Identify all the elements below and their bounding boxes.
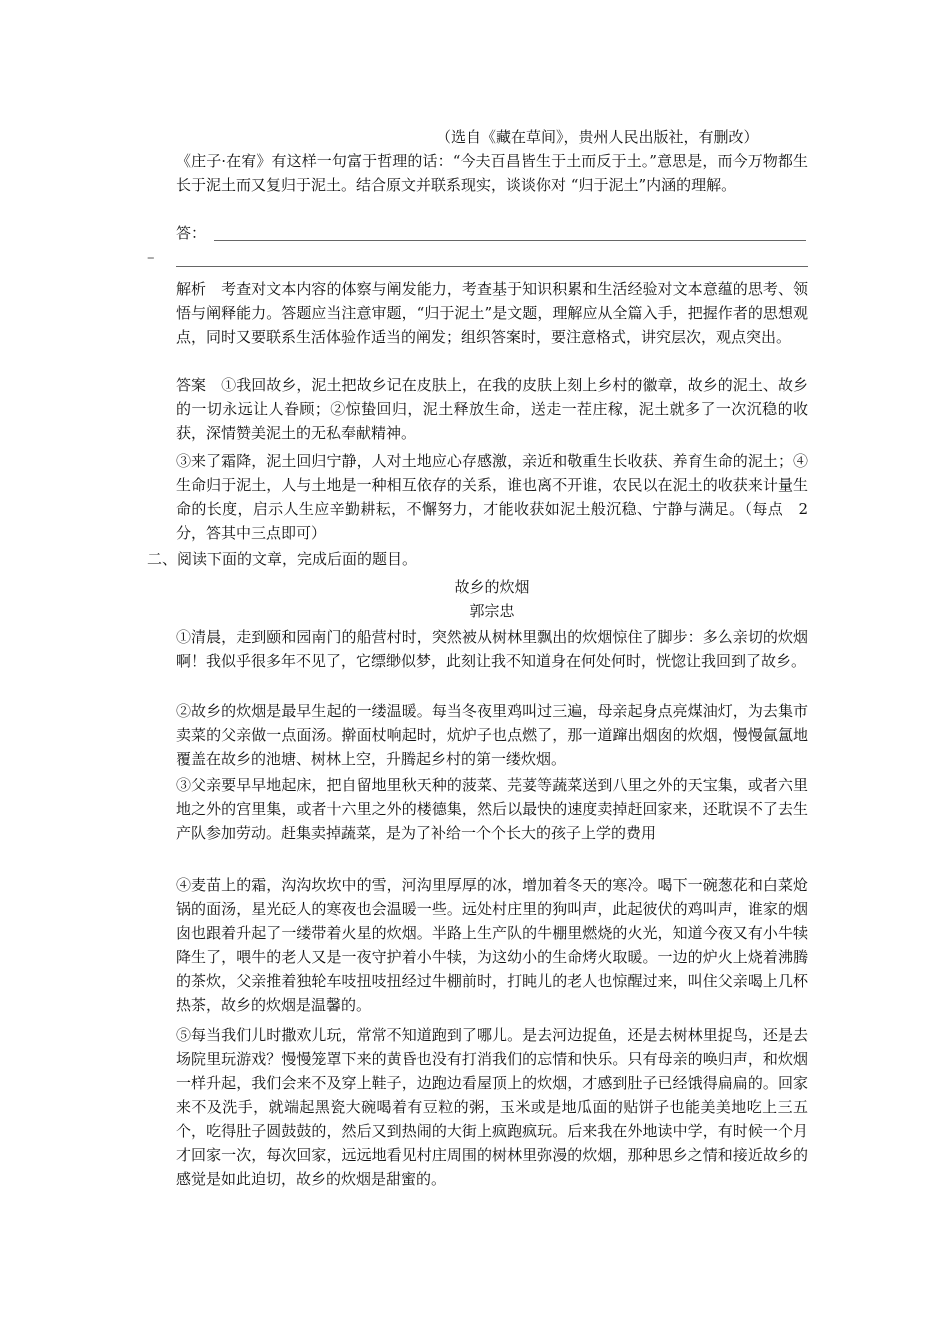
article-author: 郭宗忠 — [469, 602, 515, 620]
question-prompt: 《庄子·在宥》有这样一句富于哲理的话：“今夫百昌皆生于土而反于土。”意思是，而今万物都生长于泥土而又复归于泥土。结合原文并联系现实，谈谈你对 “归于泥土”内涵的理解。 — [176, 152, 808, 194]
article-title: 故乡的炊烟 — [454, 578, 530, 596]
answer-paragraph-1: 答案 ①我回故乡，泥土把故乡记在皮肤上，在我的皮肤上刻上乡村的徽章，故乡的泥土、故乡的一切永远让人眷顾；②惊蛰回归，泥土释放生命，送走一茬庄稼，泥土就多了一次沉稳的收获，深情赞美泥土的无私奉献精神。 — [176, 376, 808, 442]
article-paragraph-3: ③父亲要早早地起床，把自留地里秋天种的菠菜、芫荽等蔬菜送到八里之外的天宝集，或者六里地之外的宫里集，或者十六里之外的楼德集，然后以最快的速度卖掉赶回家来，还耽误不了去生产队参加劳动。赶集卖掉蔬菜，是为了补给一个个长大的孩子上学的费用 — [176, 776, 808, 842]
article-paragraph-1: ①清晨，走到颐和园南门的船营村时，突然被从树林里飘出的炊烟惊住了脚步：多么亲切的炊烟啊！我似乎很多年不见了，它缥缈似梦，此刻让我不知道身在何处何时，恍惚让我回到了故乡。 — [176, 628, 808, 670]
analysis-paragraph: 解析 考查对文本内容的体察与阐发能力，考查基于知识积累和生活经验对文本意蕴的思考、领悟与阐释能力。答题应当注意审题，“归于泥土”是文题，理解应从全篇入手，把握作者的思想观点，同时又要联系生活体验作适当的阐发；组织答案时，要注意格式，讲究层次，观点突出。 — [176, 280, 808, 346]
margin-dash: – — [147, 248, 155, 266]
article-paragraph-5: ⑤每当我们儿时撒欢儿玩，常常不知道跑到了哪儿。是去河边捉鱼，还是去树林里捉鸟，还是去场院里玩游戏？慢慢笼罩下来的黄昏也没有打消我们的忘情和快乐。只有母亲的唤归声，和炊烟一样升起，我们会来不及穿上鞋子，边跑边看屋顶上的炊烟，才感到肚子已经饿得扁扁的。回家来不及洗手，就端起黑瓷大碗喝着有豆粒的粥，玉米或是地瓜面的贴饼子也能美美地吃上三五个，吃得肚子圆鼓鼓的，然后又到热闹的大街上疯跑疯玩。后来我在外地读中学，有时候一个月才回家一次，每次回家，远远地看见村庄周围的树林里弥漫的炊烟，那种思乡之情和接近故乡的感觉是如此迫切，故乡的炊烟是甜蜜的。 — [176, 1026, 808, 1188]
answer-line-2[interactable] — [176, 266, 808, 267]
source-citation: （选自《藏在草间》，贵州人民出版社，有删改） — [436, 128, 759, 146]
article-paragraph-2: ②故乡的炊烟是最早生起的一缕温暖。每当冬夜里鸡叫过三遍，母亲起身点亮煤油灯，为去集市卖菜的父亲做一点面汤。擀面杖响起时，炕炉子也点燃了，那一道蹿出烟囱的炊烟，慢慢氤氲地覆盖在故乡的池塘、树林上空，升腾起乡村的第一缕炊烟。 — [176, 702, 808, 768]
answer-paragraph-2: ③来了霜降，泥土回归宁静，人对土地应心存感激，亲近和敬重生长收获、养育生命的泥土；④生命归于泥土，人与土地是一种相互依存的关系，谁也离不开谁，农民以在泥土的收获来计量生命的长度，启示人生应辛勤耕耘，不懈努力，才能收获如泥土般沉稳、宁静与满足。（每点 2分，答其中三点即可） — [176, 452, 808, 542]
answer-label: 答： — [176, 224, 207, 242]
answer-line-1[interactable] — [214, 240, 806, 241]
article-paragraph-4: ④麦苗上的霜，沟沟坎坎中的雪，河沟里厚厚的冰，增加着冬天的寒冷。喝下一碗葱花和白菜炝锅的面汤，星光砭人的寒夜也会温暖一些。远处村庄里的狗叫声，此起彼伏的鸡叫声，谁家的烟囱也跟着升起了一缕带着火星的炊烟。半路上生产队的牛棚里燃烧的火光，知道今夜又有小牛犊降生了，喂牛的老人又是一夜守护着小牛犊，为这幼小的生命烤火取暖。一边的炉火上烧着沸腾的茶炊，父亲推着独轮车吱扭吱扭经过牛棚前时，打盹儿的老人也惊醒过来，叫住父亲喝上几杯热茶，故乡的炊烟是温馨的。 — [176, 876, 808, 1014]
section-heading: 二、阅读下面的文章，完成后面的题目。 — [147, 550, 418, 568]
